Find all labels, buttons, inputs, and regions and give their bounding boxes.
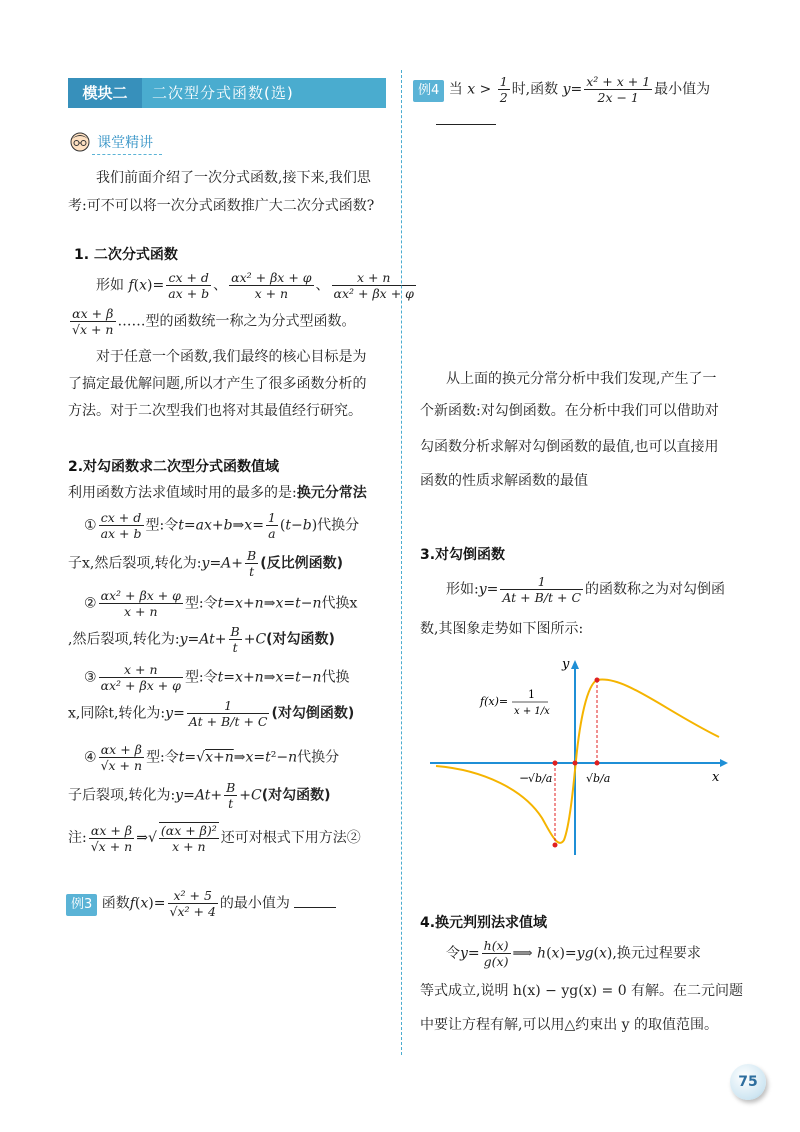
graph-formula-num: 1 (528, 688, 535, 701)
graph-formula-den: x + 1/x (514, 706, 550, 717)
formula-cx-d: $\frac{cx + d}{ax + b}$ (168, 270, 210, 301)
sec3-text-a: 形如: (446, 581, 479, 598)
case-2-b: 代换x (321, 595, 358, 612)
module-title: 二次型分式函数(选) (152, 84, 294, 102)
sec4-line-3: 中要让方程有解,可以用△约束出 y 的取值范围。 (420, 1017, 719, 1033)
sec1-suffix: ……型的函数统一称之为分式型函数。 (117, 313, 356, 330)
sec1-form-line: 形如 f(x)= $\frac{cx + d}{ax + b}$ 、 $\frac{\text{αx² + βx + φ}}{x + n}$ 、 $\frac{x + n}{\text{αx² + βx + φ}}$ (96, 270, 414, 301)
formula-lin-over-quad: $\frac{x + n}{\text{αx² + βx + φ}}$ (333, 270, 414, 301)
sec4-line-1: 令y= $\frac{h(x)}{g(x)}$ ⟹ h(x)=yg(x),换元过程要求 (446, 938, 701, 969)
case-2-line-2: ,然后裂项,转化为:y=At+ $\frac{B}{t}$ +C(对勾函数) (68, 624, 335, 655)
student-icon (68, 130, 92, 154)
case-3-line-2: x,同除t,转化为:y= $\frac{1}{At + B/t + C}$ (对勾倒函数) (68, 698, 355, 729)
pos-root-point (595, 761, 600, 766)
example-4-text-c: 最小值为 (654, 81, 711, 98)
sec4-line-2: 等式成立,说明 h(x) − yg(x) = 0 有解。在二元问题 (420, 983, 744, 999)
note-prefix: 注: (68, 830, 87, 846)
note-line: 注: $\frac{\alpha x + \beta}{√x + n}$ ⇒√ $\frac{\text{(αx + β)²}}{x + n}$ 还可对根式下用方法② (68, 822, 361, 854)
sec3-line-1: 形如:y= $\frac{1}{At + B/t + C}$ 的函数称之为对勾倒函 (446, 574, 726, 605)
case-1-line-2: 子x,然后裂项,转化为:y=A+ $\frac{B}{t}$ (反比例函数) (68, 548, 344, 579)
section-2-heading: 2.对勾函数求二次型分式函数值域 (68, 459, 280, 475)
right-para-2: 个新函数:对勾倒函数。在分析中我们可以借助对 (420, 403, 719, 419)
neg-label-minus: − (519, 771, 530, 785)
example-3-text-b: 的最小值为 (219, 895, 290, 912)
intro-line-1: 我们前面介绍了一次分式函数,接下来,我们思 (96, 170, 371, 186)
case-2-c: ,然后裂项,转化为: (68, 631, 180, 648)
case-3-c: x,同除t,转化为: (68, 705, 166, 722)
max-point (595, 678, 600, 683)
case-4-a: 型:令 (146, 749, 179, 766)
formula-lin-over-sqrt: $\frac{\alpha x + \beta}{√x + n}$ (72, 306, 114, 337)
case-3-line-1: ③ $\frac{x + n}{\text{αx² + βx + φ}}$ 型:令t=x+n⇒x=t−n代换 (84, 662, 350, 693)
module-header (68, 78, 386, 108)
hook-inverse-graph (424, 650, 734, 860)
min-point (553, 843, 558, 848)
sec3-text-b: 的函数称之为对勾倒函 (585, 581, 726, 598)
case-4-b: 代换分 (297, 749, 340, 766)
case-1-keyword: (反比例函数) (260, 555, 344, 572)
case-4-c: 子后裂项,转化为: (68, 787, 176, 804)
pos-root-label: √b/a (586, 772, 611, 785)
hook-inverse-curve (436, 680, 719, 843)
case-2-line-1: ② $\frac{\text{αx² + βx + φ}}{x + n}$ 型:令t=x+n⇒x=t−n代换x (84, 588, 358, 619)
note-suffix: 还可对根式下用方法② (220, 830, 361, 846)
column-divider (401, 70, 402, 1055)
origin-point (573, 761, 578, 766)
right-para-3: 勾函数分析求解对勾倒函数的最值,也可以直接用 (420, 439, 719, 455)
sec1-para-3: 方法。对于二次型我们也将对其最值经行研究。 (68, 403, 362, 419)
lecture-label-text: 课堂精讲 (97, 135, 154, 151)
example-3-text-a: 函数 (101, 895, 130, 912)
lecture-underline (92, 154, 162, 155)
case-3-keyword: (对勾倒函数) (271, 705, 355, 722)
case-4-keyword: (对勾函数) (261, 787, 331, 804)
case-4-line-2: 子后裂项,转化为:y=At+ $\frac{B}{t}$ +C(对勾函数) (68, 780, 331, 811)
section-3-heading: 3.对勾倒函数 (420, 547, 506, 563)
neg-root-point (553, 761, 558, 766)
example-3-badge: 例3 (66, 894, 97, 916)
right-para-1: 从上面的换元分常分析中我们发现,产生了一 (446, 371, 717, 387)
page-number: 75 (730, 1064, 766, 1100)
section-4-heading: 4.换元判别法求值域 (420, 915, 548, 931)
case-1-c: 子x,然后裂项,转化为: (68, 555, 202, 572)
case-1-line-1: ① $\frac{cx + d}{ax + b}$ 型:令t=ax+b⇒x= $\frac{1}{a}$ (t−b)代换分 (84, 510, 360, 541)
sec4-text-a: 令 (446, 945, 460, 962)
case-4-line-1: ④ $\frac{\alpha x + \beta}{√x + n}$ 型:令t=√x+n⇒x=t²−n代换分 (84, 742, 340, 773)
graph-formula-label: f(x)= (480, 695, 509, 708)
example-3-answer-blank (294, 893, 336, 908)
case-1-b: 代换分 (317, 517, 360, 534)
sec1-para-2: 了搞定最优解问题,所以才产生了很多函数分析的 (68, 376, 367, 392)
sec1-para-1: 对于任意一个函数,我们最终的核心目标是为 (96, 349, 367, 365)
sec2-lead-text: 利用函数方法求值域时用的最多的是: (68, 485, 297, 501)
sec4-text-b: 换元过程要求 (616, 945, 701, 962)
example-3: 例3 函数f(x)= $\frac{\text{x² + 5}}{\text{√x² + 4}}$ 的最小值为 (66, 888, 336, 919)
case-1-a: 型:令 (145, 517, 179, 534)
case-2-keyword: (对勾函数) (266, 631, 335, 648)
case-3-a: 型:令 (184, 669, 218, 686)
intro-line-2: 考:可不可以将一次分式函数推广大二次分式函数? (68, 198, 375, 214)
sec1-form-line-2 (68, 306, 356, 337)
example-4-answer-blank (436, 124, 496, 125)
module-tag: 模块二 (68, 78, 142, 108)
sec2-lead-keyword: 换元分常法 (296, 485, 367, 501)
example-4-badge: 例4 (413, 80, 444, 102)
section-1-heading: 1. 二次分式函数 (74, 247, 178, 263)
x-axis-arrow (720, 759, 728, 767)
y-axis-label: y (562, 657, 570, 672)
right-para-4: 函数的性质求解函数的最值 (420, 473, 588, 489)
case-3-b: 代换 (321, 669, 350, 686)
formula-quad-over-lin: $\frac{\text{αx² + βx + φ}}{x + n}$ (231, 270, 312, 301)
sec3-line-2: 数,其图象走势如下图所示: (420, 621, 584, 637)
lecture-label (68, 130, 153, 154)
y-axis-arrow (571, 660, 579, 669)
example-4: 例4 当 x > $\frac{1}{2}$ 时,函数 y= $\frac{\text{x² + x + 1}}{2x - 1}$ 最小值为 (413, 74, 710, 105)
x-axis-label: x (712, 770, 720, 785)
example-4-text-a: 当 (448, 81, 463, 98)
sec1-form-prefix: 形如 (96, 277, 124, 294)
case-2-a: 型:令 (184, 595, 218, 612)
example-4-text-b: 时,函数 (511, 81, 559, 98)
neg-root-label: √b/a (528, 772, 553, 785)
sec2-lead (68, 478, 367, 508)
